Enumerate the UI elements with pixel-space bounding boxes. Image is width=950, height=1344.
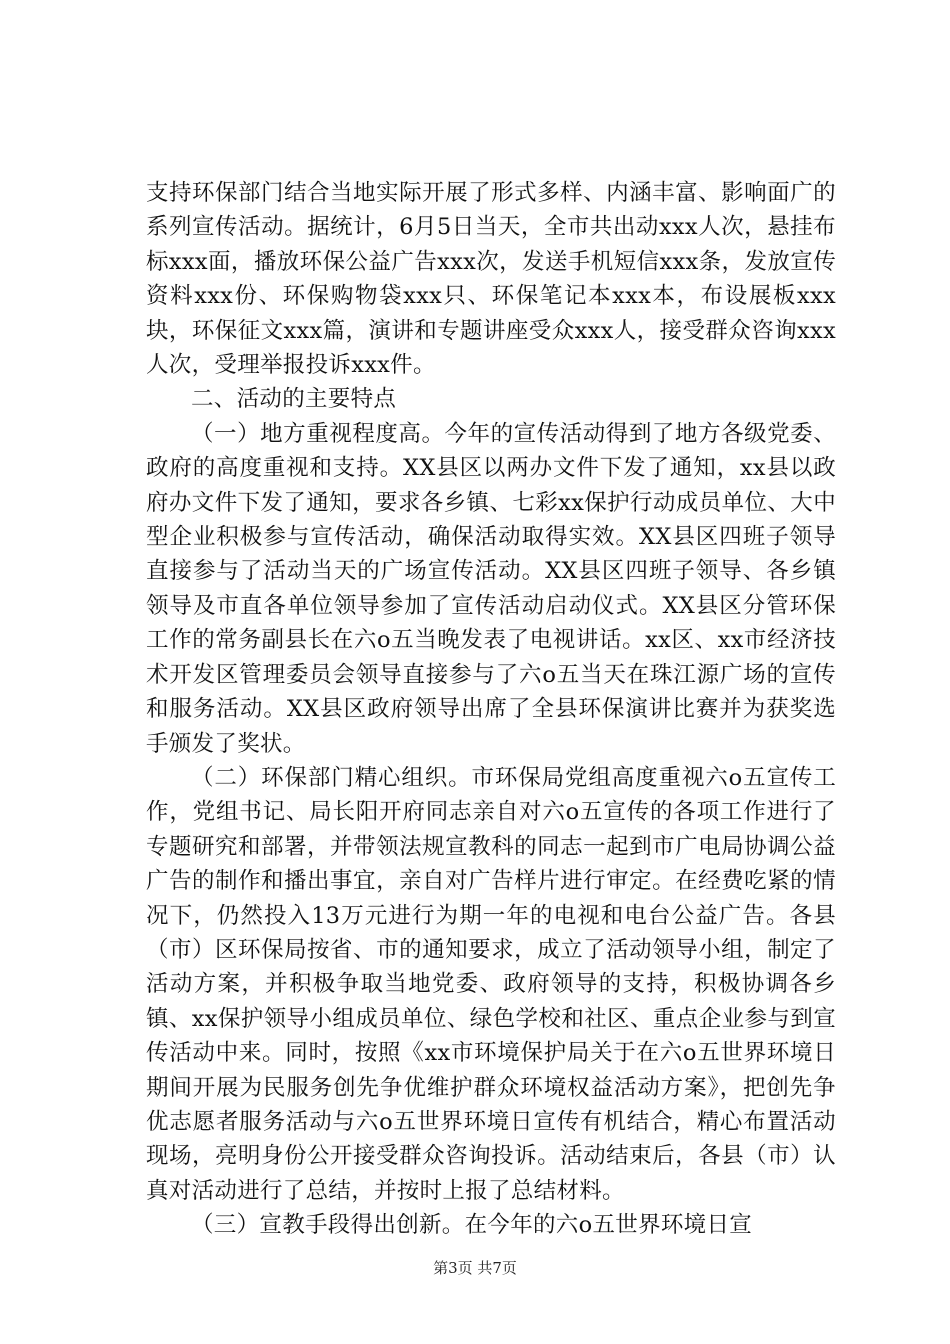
paragraph-department-organization: （二）环保部门精心组织。市环保局党组高度重视六o五宣传工作，党组书记、局长阳开府同志亲自对六o五宣传的各项工作进行了专题研究和部署，并带领法规宣教科的同志一起到市广电局协调公益广告的制作和播出事宜，亲自对广告样片进行审定。在经费吃紧的情况下，仍然投入13万元进行为期一年的电视和电台公益广告。各县（市）区环保局按省、市的通知要求，成立了活动领导小组，制定了活动方案，并积极争取当地党委、政府领导的支持，积极协调各乡镇、xx保护领导小组成员单位、绿色学校和社区、重点企业参与到宣传活动中来。同时，按照《xx市环境保护局关于在六o五世界环境日期间开展为民服务创先争优维护群众环境权益活动方案》，把创先争优志愿者服务活动与六o五世界环境日宣传有机结合，精心布置活动现场，亮明身份公开接受群众咨询投诉。活动结束后，各县（市）认真对活动进行了总结，并按时上报了总结材料。 (146, 764, 836, 1204)
paragraph-local-attention: （一）地方重视程度高。今年的宣传活动得到了地方各级党委、政府的高度重视和支持。XX县区以两办文件下发了通知，xx县以政府办文件下发了通知，要求各乡镇、七彩xx保护行动成员单位、大中型企业积极参与宣传活动，确保活动取得实效。XX县区四班子领导直接参与了活动当天的广场宣传活动。XX县区四班子领导、各乡镇领导及市直各单位领导参加了宣传活动启动仪式。XX县区分管环保工作的常务副县长在六o五当晚发表了电视讲话。xx区、xx市经济技术开发区管理委员会领导直接参与了六o五当天在珠江源广场的宣传和服务活动。XX县区政府领导出席了全县环保演讲比赛并为获奖选手颁发了奖状。 (146, 420, 836, 757)
page-number-label: 第3页 共7页 (433, 1259, 517, 1277)
page-footer (0, 1258, 950, 1278)
document-body (146, 176, 836, 1243)
section-heading: 二、活动的主要特点 (191, 386, 397, 413)
paragraph-innovation: （三）宣教手段得出创新。在今年的六o五世界环境日宣 (191, 1212, 753, 1239)
paragraph-statistics: 支持环保部门结合当地实际开展了形式多样、内涵丰富、影响面广的系列宣传活动。据统计，6月5日当天，全市共出动xxx人次，悬挂布标xxx面，播放环保公益广告xxx次，发送手机短信xxx条，发放宣传资料xxx份、环保购物袋xxx只、环保笔记本xxx本，布设展板xxx块，环保征文xxx篇，演讲和专题讲座受众xxx人，接受群众咨询xxx人次，受理举报投诉xxx件。 (146, 180, 836, 379)
